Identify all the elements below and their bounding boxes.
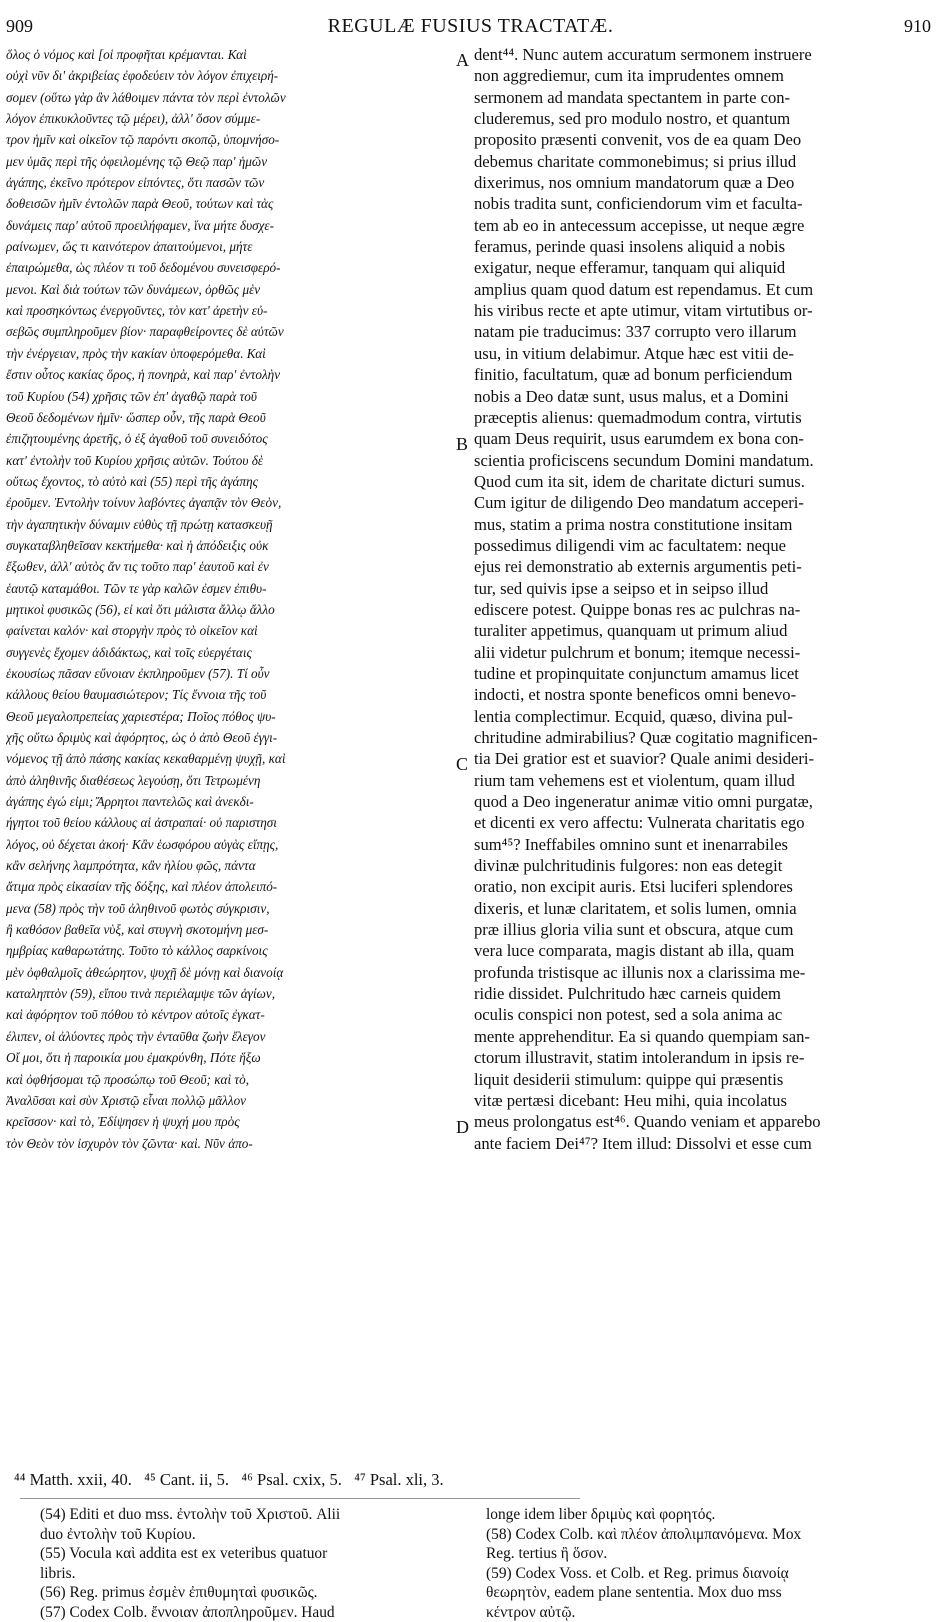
footnote-line: duo ἐντολὴν τοῦ Κυρίου. [40,1525,450,1545]
footnote-line: (55) Vocula καὶ addita est ex veteribus quatuor [40,1544,450,1564]
footnote-line: (58) Codex Colb. καὶ πλέον ἀπολιμπανόμενα. Mox [486,1525,926,1545]
greek-text-line: ἀπὸ ἀληθινῆς διαθέσεως λεγούσῃ, ὅτι Τετρωμένη [6,770,454,791]
greek-text-line: ημβρίας καθαρωτάτης. Τοῦτο τὸ κάλλος σαρκίνοις [6,940,454,961]
latin-text-line: tudine et propinquitate conjunctum amamus licet [474,663,934,684]
greek-text-line: κατ' ἐντολὴν τοῦ Κυρίου χρῆσις αὐτῶν. Τούτου δὲ [6,450,454,471]
latin-text-line: quam Deus requirit, usus earumdem ex bona con- [474,428,934,449]
greek-text-line: οὕτως ἔχοντος, τὸ αὐτὸ καὶ (55) περὶ τῆς ἀγάπης [6,471,454,492]
latin-text-line: debemus charitate commonebimus; si prius illud [474,151,934,172]
footnote-rule [20,1498,580,1499]
latin-text-line: liquit desiderii stimulum: quippe qui præsentis [474,1069,934,1090]
greek-text-line: λόγος, οὐ δέχεται ἀκοή· Κἂν ἑωσφόρου αὐγὰς εἴπῃς, [6,834,454,855]
latin-text-line: tia Dei gratior est et suavior? Quale animi desideri- [474,748,934,769]
greek-text-line: ἄτιμα πρὸς εἰκασίαν τῆς δόξης, καὶ πλέον ἀπολειπό- [6,876,454,897]
latin-text-line: ediscere potest. Quippe bonas res ac pulchras na- [474,599,934,620]
greek-text-line: συγκαταβληθεῖσαν κεκτήμεθα· καὶ ἡ ἀπόδειξις οὐκ [6,535,454,556]
notes-left [40,1505,450,1622]
greek-text-line: σομεν (οὕτω γὰρ ἂν λάθοιμεν πάντα τὸν περὶ ἐντολῶν [6,87,454,108]
latin-text-line: et dicenti ex vero affectu: Vulnerata charitatis ego [474,812,934,833]
greek-text-line: τὴν ἐνέργειαν, πρὸς τὴν κακίαν ὑποφερόμεθα. Καὶ [6,343,454,364]
footnote-line: (57) Codex Colb. ἔννοιαν ἀποπληροῦμεν. Haud [40,1603,450,1622]
greek-text-line: καὶ ἀφόρητον τοῦ πόθου τὸ κέντρον αὐτοῖς ἐγκατ- [6,1004,454,1025]
latin-text-line: proposito præsenti convenit, vos de ea quam Deo [474,129,934,150]
latin-text-line: lentia complectimur. Ecquid, quæso, divina pul- [474,706,934,727]
greek-text-line: τὸν Θεὸν τὸν ἰσχυρὸν τὸν ζῶντα· καὶ. Νῦν ἀπο- [6,1133,454,1154]
footnote-line: κέντρον αὐτῷ. [486,1603,926,1622]
greek-column [6,44,454,1154]
greek-text-line: τρον ἡμῖν καὶ οἰκεῖον τῷ παρόντι σκοπῷ, ὑπομνήσο- [6,129,454,150]
margin-letter-d: D [456,1117,469,1138]
latin-text-line: finitio, facultatum, quæ ad bonum perficiendum [474,364,934,385]
greek-text-line: ἔστιν οὗτος κακίας ὅρος, ἡ πονηρὰ, καὶ παρ' ἐντολὴν [6,364,454,385]
greek-text-line: Ἀναλῦσαι καὶ σὺν Χριστῷ εἶναι πολλῷ μᾶλλον [6,1090,454,1111]
greek-text-line: καὶ ὀφθήσομαι τῷ προσώπῳ τοῦ Θεοῦ; καὶ τὸ, [6,1069,454,1090]
greek-text-line: μεν ὑμᾶς περὶ τῆς ὀφειλομένης τῷ Θεῷ παρ' ἡμῶν [6,151,454,172]
greek-text-line: σεβῶς συμπληροῦμεν βίον· παραφθείροντες δὲ αὐτῶν [6,321,454,342]
scripture-references: ⁴⁴ Matth. xxii, 40. ⁴⁵ Cant. ii, 5. ⁴⁶ Psal. cxix, 5. ⁴⁷ Psal. xli, 3. [14,1470,934,1490]
page-number-left: 909 [6,16,33,37]
latin-text-line: quod a Deo ingeneratur animæ vitio omni purgatæ, [474,791,934,812]
latin-text-line: mente apprehenditur. Ea si quando quempiam san- [474,1026,934,1047]
latin-text-line: dixeris, et lunæ claritatem, et solis lumen, omnia [474,898,934,919]
latin-text-line: dent⁴⁴. Nunc autem accuratum sermonem instruere [474,44,934,65]
latin-text-line: alii videtur pulchrum et bonum; itemque necessi- [474,642,934,663]
greek-text-line: καὶ προσηκόντως ἐνεργοῦντες, τὸν κατ' ἀρετὴν εὐ- [6,300,454,321]
latin-text-line: nobis a Deo datæ sunt, usus malus, et a Domini [474,386,934,407]
notes-right [486,1505,926,1622]
latin-text-line: nobis tradita sunt, conficiendorum vim et faculta- [474,193,934,214]
greek-text-line: οὐχὶ νῦν δι' ἀκριβείας ἐφοδεύειν τὸν λόγον ἐπιχειρή- [6,65,454,86]
latin-text-line: dixerimus, nos omnium mandatorum quæ a Deo [474,172,934,193]
latin-text-line: oculis conspici non potest, sed a sola anima ac [474,1004,934,1025]
greek-text-line: ήγητοι τοῦ θείου κάλλους αἱ ἀστραπαί· οὐ παριστησι [6,812,454,833]
latin-column [474,44,934,1154]
latin-text-line: natam pie traducimus: 337 corrupto vero illarum [474,321,934,342]
footnote-line: longe idem liber δριμὺς καὶ φορητός. [486,1505,926,1525]
greek-text-line: τοῦ Κυρίου (54) χρῆσις τῶν ἐπ' ἀγαθῷ παρὰ τοῦ [6,386,454,407]
greek-text-line: ὅλος ὁ νόμος καὶ [οἱ προφῆται κρέμανται. Καὶ [6,44,454,65]
greek-text-line: ἀγάπης ἐγώ εἰμι; Ἄρρητοι παντελῶς καὶ ἀνεκδι- [6,791,454,812]
latin-text-line: scientia proficiscens secundum Domini mandatum. [474,450,934,471]
footnote-line: θεωρητὸν, eadem plane sententia. Mox duo mss [486,1583,926,1603]
greek-text-line: ἐροῦμεν. Ἐντολὴν τοίνυν λαβόντες ἀγαπᾷν τὸν Θεὸν, [6,492,454,513]
latin-text-line: indocti, et nostra sponte beneficos omni benevo- [474,684,934,705]
latin-text-line: feramus, perinde quasi insolens aliquid a nobis [474,236,934,257]
footnote-line: libris. [40,1564,450,1584]
latin-text-line: his viribus recte et apte utimur, vitam virtutibus or- [474,300,934,321]
greek-text-line: μητικοὶ φυσικῶς (56), εἰ καὶ ὅτι μάλιστα ἄλλῳ ἄλλο [6,599,454,620]
margin-letter-c: C [456,754,468,775]
greek-text-line: μενοι. Καὶ διὰ τούτων τῶν δυνάμεων, ὀρθῶς μὲν [6,279,454,300]
greek-text-line: τὴν ἀγαπητικὴν δύναμιν εὐθὺς τῇ πρώτῃ κατασκευῇ [6,514,454,535]
greek-text-line: έλιπεν, οἱ ἀλύοντες πρὸς τὴν ἐνταῦθα ζωὴν ἔλεγον [6,1026,454,1047]
greek-text-line: ἑαυτῷ καταμάθοι. Τῶν τε γὰρ καλῶν ἐσμεν ἐπιθυ- [6,578,454,599]
latin-text-line: turaliter appetimus, quanquam ut primum aliud [474,620,934,641]
greek-text-line: Θεοῦ δεδομένων ἡμῖν· ὥσπερ οὖν, τῆς παρὰ Θεοῦ [6,407,454,428]
greek-text-line: κἂν σελήνης λαμπρότητα, κἂν ἡλίου φῶς, πάντα [6,855,454,876]
greek-text-line: κάλλους θείου θαυμασιώτερον; Τίς ἔννοια τῆς τοῦ [6,684,454,705]
latin-text-line: tur, sed quivis ipse a seipso et in seipso illud [474,578,934,599]
greek-text-line: συγγενὲς ἔχομεν ἀδιδάκτως, καὶ τοῖς εὐεργέταις [6,642,454,663]
latin-text-line: cluderemus, sed pro modulo nostro, et quantum [474,108,934,129]
latin-text-line: ridie dissidet. Pulchritudo hæc carneis quidem [474,983,934,1004]
greek-text-line: μὲν ὀφθαλμοῖς ἀθεώρητον, ψυχῇ δὲ μόνῃ καὶ διανοίᾳ [6,962,454,983]
latin-text-line: oratio, non excipit auris. Etsi luciferi splendores [474,876,934,897]
latin-text-line: meus prolongatus est⁴⁶. Quando veniam et apparebo [474,1111,934,1132]
latin-text-line: ante faciem Dei⁴⁷? Item illud: Dissolvi et esse cum [474,1133,934,1154]
latin-text-line: possedimus diligendi vim ac facultatem: neque [474,535,934,556]
margin-letter-b: B [456,434,468,455]
page-header [0,8,941,38]
latin-text-line: exigatur, neque efferamur, tanquam qui aliquid [474,257,934,278]
greek-text-line: καταληπτὸν (59), εἴπου τινὰ περιέλαμψε τῶν ἁγίων, [6,983,454,1004]
latin-text-line: rium tam vehemens est et violentum, quam illud [474,770,934,791]
page-number-right: 910 [904,16,931,37]
latin-text-line: sermonem ad mandata spectantem in parte con- [474,87,934,108]
latin-text-line: præceptis alienus: quemadmodum contra, virtutis [474,407,934,428]
running-title: REGULÆ FUSIUS TRACTATÆ. [0,15,941,38]
greek-text-line: φαίνεται καλόν· καὶ στοργὴν πρὸς τὸ οἰκεῖον καὶ [6,620,454,641]
latin-text-line: non aggrediemur, cum ita imprudentes omnem [474,65,934,86]
greek-text-line: ἢ καθόσον βαθεῖα νὺξ, καὶ στυγνὴ σκοτομήνη μεσ- [6,919,454,940]
latin-text-line: sum⁴⁵? Ineffabiles omnino sunt et inenarrabiles [474,834,934,855]
latin-text-line: amplius quam quod datum est rependamus. Et cum [474,279,934,300]
footnote-line: Reg. tertius ἢ ὅσον. [486,1544,926,1564]
latin-text-line: vitæ pertæsi dicebant: Heu mihi, quia incolatus [474,1090,934,1111]
latin-text-line: usu, in vitium delabimur. Atque hæc est vitii de- [474,343,934,364]
greek-text-line: χῆς οὕτω δριμὺς καὶ ἀφόρητος, ὡς ὁ ἀπὸ Θεοῦ ἐγγι- [6,727,454,748]
latin-text-line: Cum igitur de diligendo Deo mandatum acceperi- [474,492,934,513]
latin-text-line: mus, statim a prima nostra constitutione insitam [474,514,934,535]
footnote-line: (54) Editi et duo mss. ἐντολὴν τοῦ Χριστοῦ. Alii [40,1505,450,1525]
greek-text-line: ἔξωθεν, ἀλλ' αὐτὸς ἄν τις τοῦτο παρ' ἑαυτοῦ καὶ ἐν [6,556,454,577]
greek-text-line: Οἴ μοι, ὅτι ἡ παροικία μου ἐμακρύνθη, Πότε ἥξω [6,1047,454,1068]
footnote-line: (56) Reg. primus ἐσμὲν ἐπιθυμηταὶ φυσικῶς. [40,1583,450,1603]
latin-text-line: divinæ pulchritudinis fulgores: non eas detegit [474,855,934,876]
greek-text-line: ἐπαιρώμεθα, ὡς πλέον τι τοῦ δεδομένου συνεισφερό- [6,257,454,278]
greek-text-line: ἐπιζητουμένης ἀρετῆς, ὁ ἐξ ἀγαθοῦ τοῦ συνειδότος [6,428,454,449]
greek-text-line: νόμενος τῇ ἀπὸ πάσης κακίας κεκαθαρμένῃ ψυχῇ, καὶ [6,748,454,769]
latin-text-line: Quod cum ita sit, idem de charitate dicturi sumus. [474,471,934,492]
latin-text-line: profunda tristisque ac illunis nox a clarissima me- [474,962,934,983]
margin-letter-a: A [456,50,469,71]
latin-text-line: vera luce comparata, magis distant ab illa, quam [474,940,934,961]
greek-text-line: Θεοῦ μεγαλοπρεπείας χαριεστέρα; Ποῖος πόθος ψυ- [6,706,454,727]
latin-text-line: præ illius gloria vilia sunt et obscura, atque cum [474,919,934,940]
greek-text-line: δοθεισῶν ἡμῖν ἐντολῶν παρὰ Θεοῦ, τούτων καὶ τὰς [6,193,454,214]
latin-text-line: chritudine admirabilius? Quæ cogitatio magnificen- [474,727,934,748]
greek-text-line: μενα (58) πρὸς τὴν τοῦ ἀληθινοῦ φωτὸς σύγκρισιν, [6,898,454,919]
latin-text-line: ejus rei demonstratio ab externis argumentis peti- [474,556,934,577]
latin-text-line: tem ab eo in antecessum accepisse, ut neque ægre [474,215,934,236]
greek-text-line: ἑκουσίως πᾶσαν εὔνοιαν ἐκπληροῦμεν (57). Τί οὖν [6,663,454,684]
greek-text-line: ραίνωμεν, ὥς τι καινότερον ἀπαιτούμενοι, μήτε [6,236,454,257]
greek-text-line: ἀγάπης, ἐκεῖνο πρότερον εἰπόντες, ὅτι πασῶν τῶν [6,172,454,193]
latin-text-line: ctorum illustravit, statim intolerandum in ipsis re- [474,1047,934,1068]
footnote-line: (59) Codex Voss. et Colb. et Reg. primus διανοίᾳ [486,1564,926,1584]
greek-text-line: δυνάμεις παρ' αὐτοῦ προειλήφαμεν, ἵνα μήτε δυσχε- [6,215,454,236]
greek-text-line: κρεῖσσον· καὶ τὸ, Ἐδίψησεν ἡ ψυχή μου πρὸς [6,1111,454,1132]
greek-text-line: λόγον ἐπικυκλοῦντες τῷ μέρει), ἀλλ' ὅσον σύμμε- [6,108,454,129]
